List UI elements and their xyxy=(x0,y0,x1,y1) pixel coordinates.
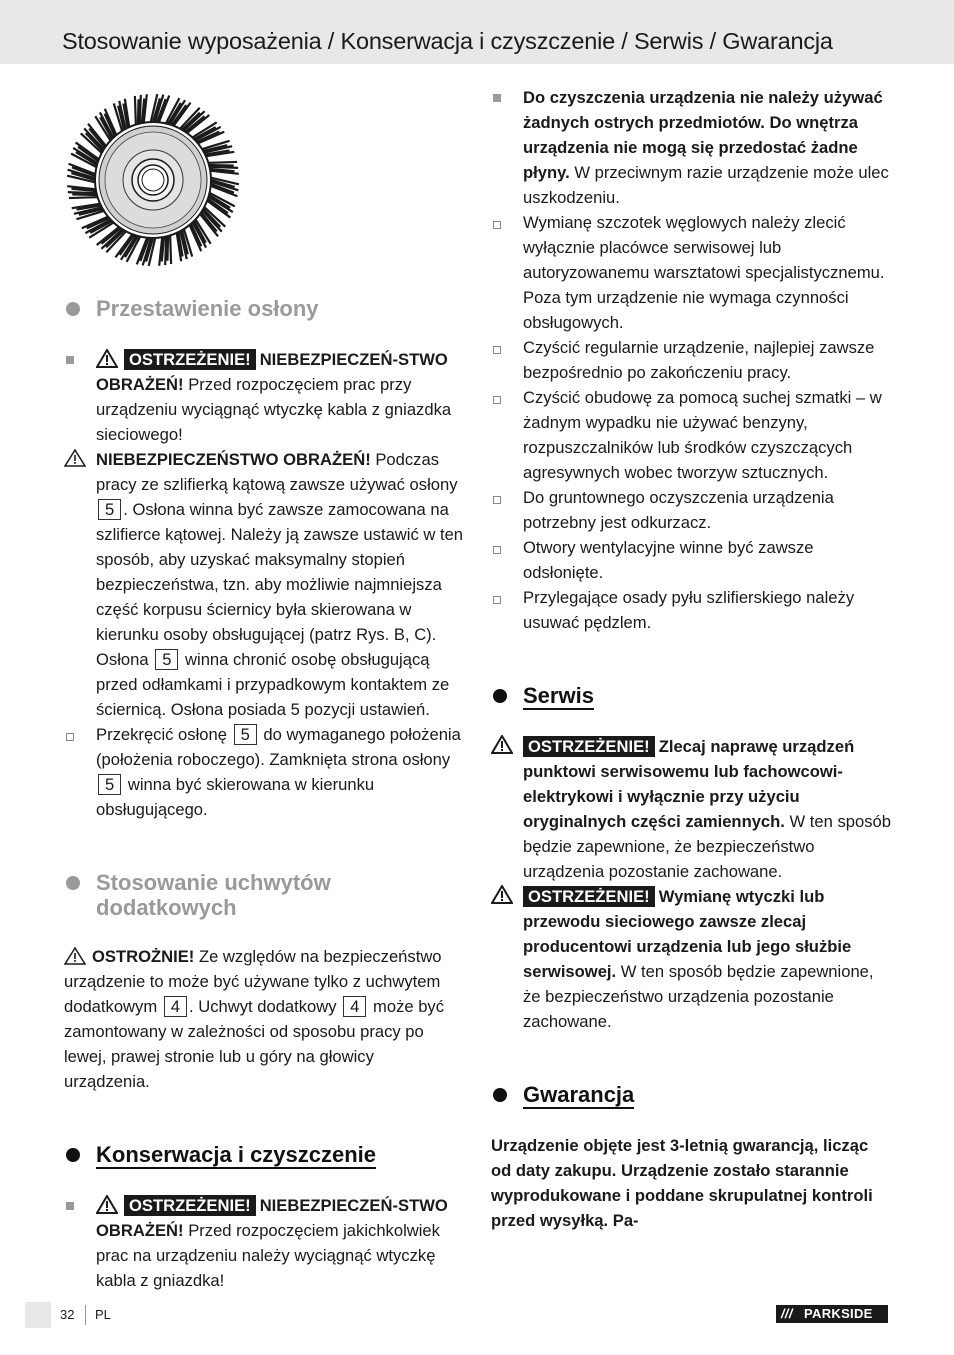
page-number: 32 xyxy=(60,1307,75,1322)
danger-paragraph: NIEBEZPIECZEŃSTWO OBRAŻEŃ! Podczas pracy ze szlifierką kątową zawsze używać osłony 5 . Osłona winna być zawsze zamocowana na szlifierce kątowej. Należy ją zawsze ustawić w ten sposób, aby uzyskać maksymalny stopień bezpieczeństwa, tzn. aby możliwie najmniejsza część korpusu ściernicy była skierowana w kierunku osoby obsługującej (patrz Rys. B, C). Osłona 5 winna chronić osobę obsługującą przed odłamkami i przypadkowym kontaktem ze ściernicą. Osłona posiada 5 pozycji ustawień. xyxy=(64,447,464,722)
ref-number-box: 5 xyxy=(234,724,257,745)
warning-tag: OSTRZEŻENIE! xyxy=(124,1195,256,1216)
page-header xyxy=(0,0,954,64)
checklist-item: Otwory wentylacyjne winne być zawsze odsłonięte. xyxy=(491,535,891,585)
warning-triangle-icon xyxy=(96,1195,118,1214)
ref-number-box: 5 xyxy=(155,649,178,670)
cleaning-warning-item: Do czyszczenia urządzenia nie należy używać żadnych ostrych przedmiotów. Do wnętrza urządzenia nie mogą się przedostać żadne płyny. W przeciwnym razie urządzenie może ulec uszkodzeniu. xyxy=(491,85,891,210)
checklist-item: Przylegające osady pyłu szlifierskiego należy usuwać pędzlem. xyxy=(491,585,891,635)
left-column xyxy=(64,80,464,1293)
warning-triangle-icon xyxy=(64,946,86,965)
section-title-warranty: Gwarancja xyxy=(491,1082,891,1107)
page-number-box xyxy=(25,1302,51,1328)
checklist-item: Czyścić regularnie urządzenie, najlepiej zawsze bezpośrednio po zakończeniu pracy. xyxy=(491,335,891,385)
warning-triangle-icon xyxy=(64,448,86,468)
warning-triangle-icon xyxy=(491,735,513,755)
ref-number-box: 4 xyxy=(343,996,366,1017)
step-item: Przekręcić osłonę 5 do wymaganego położenia (położenia roboczego). Zamknięta strona osłony 5 winna być skierowana w kierunku obsługującego. xyxy=(64,722,464,822)
ref-number-box: 4 xyxy=(164,996,187,1017)
checkbox-bullet xyxy=(493,396,501,404)
checklist-item: Czyścić obudowę za pomocą suchej szmatki – w żadnym wypadku nie używać benzyny, rozpuszczalników lub środków czyszczących agresywnych wobec tworzyw sztucznych. xyxy=(491,385,891,485)
warning-paragraph: OSTRZEŻENIE! Zlecaj naprawę urządzeń punktowi serwisowemu lub fachowcowi-elektrykowi i wyłącznie przy użyciu oryginalnych części zamiennych. W ten sposób będzie zapewnione, że bezpieczeństwo urządzenia pozostanie zachowane. xyxy=(491,734,891,884)
caution-paragraph: OSTROŻNIE! Ze względów na bezpieczeństwo urządzenie to może być używane tylko z uchwytem dodatkowym 4 . Uchwyt dodatkowy 4 może być zamontowany w zależności od sposobu pracy po lewej, prawej stronie lub u góry na głowicy urządzenia. xyxy=(64,947,445,1091)
checkbox-bullet xyxy=(493,546,501,554)
warning-tag: OSTRZEŻENIE! xyxy=(523,736,655,757)
checkbox-bullet xyxy=(493,496,501,504)
warning-paragraph: OSTRZEŻENIE! Wymianę wtyczki lub przewodu sieciowego zawsze zlecaj producentowi urządzenia lub jego służbie serwisowej. W ten sposób będzie zapewnione, że bezpieczeństwo urządzenia pozostanie zachowane. xyxy=(491,884,891,1034)
checklist-item: Do gruntownego oczyszczenia urządzenia potrzebny jest odkurzacz. xyxy=(491,485,891,535)
checklist-item: Wymianę szczotek węglowych należy zlecić wyłącznie placówce serwisowej lub autoryzowanemu warsztatowi specjalistycznemu. Poza tym urządzenie nie wymaga czynności obsługowych. xyxy=(491,210,891,335)
warning-paragraph: OSTRZEŻENIE! NIEBEZPIECZEŃ-STWO OBRAŻEŃ! Przed rozpoczęciem prac przy urządzeniu wyciągnąć wtyczkę kabla z gniazdka sieciowego! xyxy=(64,347,464,447)
square-bullet xyxy=(66,356,74,364)
warning-triangle-icon xyxy=(491,885,513,905)
page-title: Stosowanie wyposażenia / Konserwacja i czyszczenie / Serwis / Gwarancja xyxy=(62,28,833,54)
warning-tag: OSTRZEŻENIE! xyxy=(523,886,655,907)
ref-number-box: 5 xyxy=(98,774,121,795)
square-bullet xyxy=(66,1202,74,1210)
ref-number-box: 5 xyxy=(98,499,121,520)
section-title-maintenance: Konserwacja i czyszczenie xyxy=(64,1142,464,1167)
section-title-service: Serwis xyxy=(491,683,891,708)
checkbox-bullet xyxy=(66,733,74,741)
checkbox-bullet xyxy=(493,596,501,604)
checkbox-bullet xyxy=(493,221,501,229)
warning-triangle-icon xyxy=(96,349,118,368)
warning-paragraph: OSTRZEŻENIE! NIEBEZPIECZEŃ-STWO OBRAŻEŃ! Przed rozpoczęciem jakichkolwiek prac na urządzeniu należy wyciągnąć wtyczkę kabla z gniazdka! xyxy=(64,1193,464,1293)
wire-brush-illustration xyxy=(66,84,241,276)
square-bullet xyxy=(493,94,501,102)
section-title-guard: Przestawienie osłony xyxy=(64,296,464,321)
language-code: PL xyxy=(95,1307,111,1322)
warranty-paragraph: Urządzenie objęte jest 3-letnią gwarancją, licząc od daty zakupu. Urządzenie zostało starannie wyprodukowane i poddane skrupulatnej kontroli przed wysyłką. Pa- xyxy=(491,1136,873,1230)
footer-divider xyxy=(85,1305,86,1325)
warning-tag: OSTRZEŻENIE! xyxy=(124,349,256,370)
section-title-handles: Stosowanie uchwytów dodatkowych xyxy=(64,870,464,920)
checkbox-bullet xyxy=(493,346,501,354)
brand-logo: /// PARKSIDE xyxy=(776,1305,888,1323)
right-column xyxy=(491,85,891,1233)
